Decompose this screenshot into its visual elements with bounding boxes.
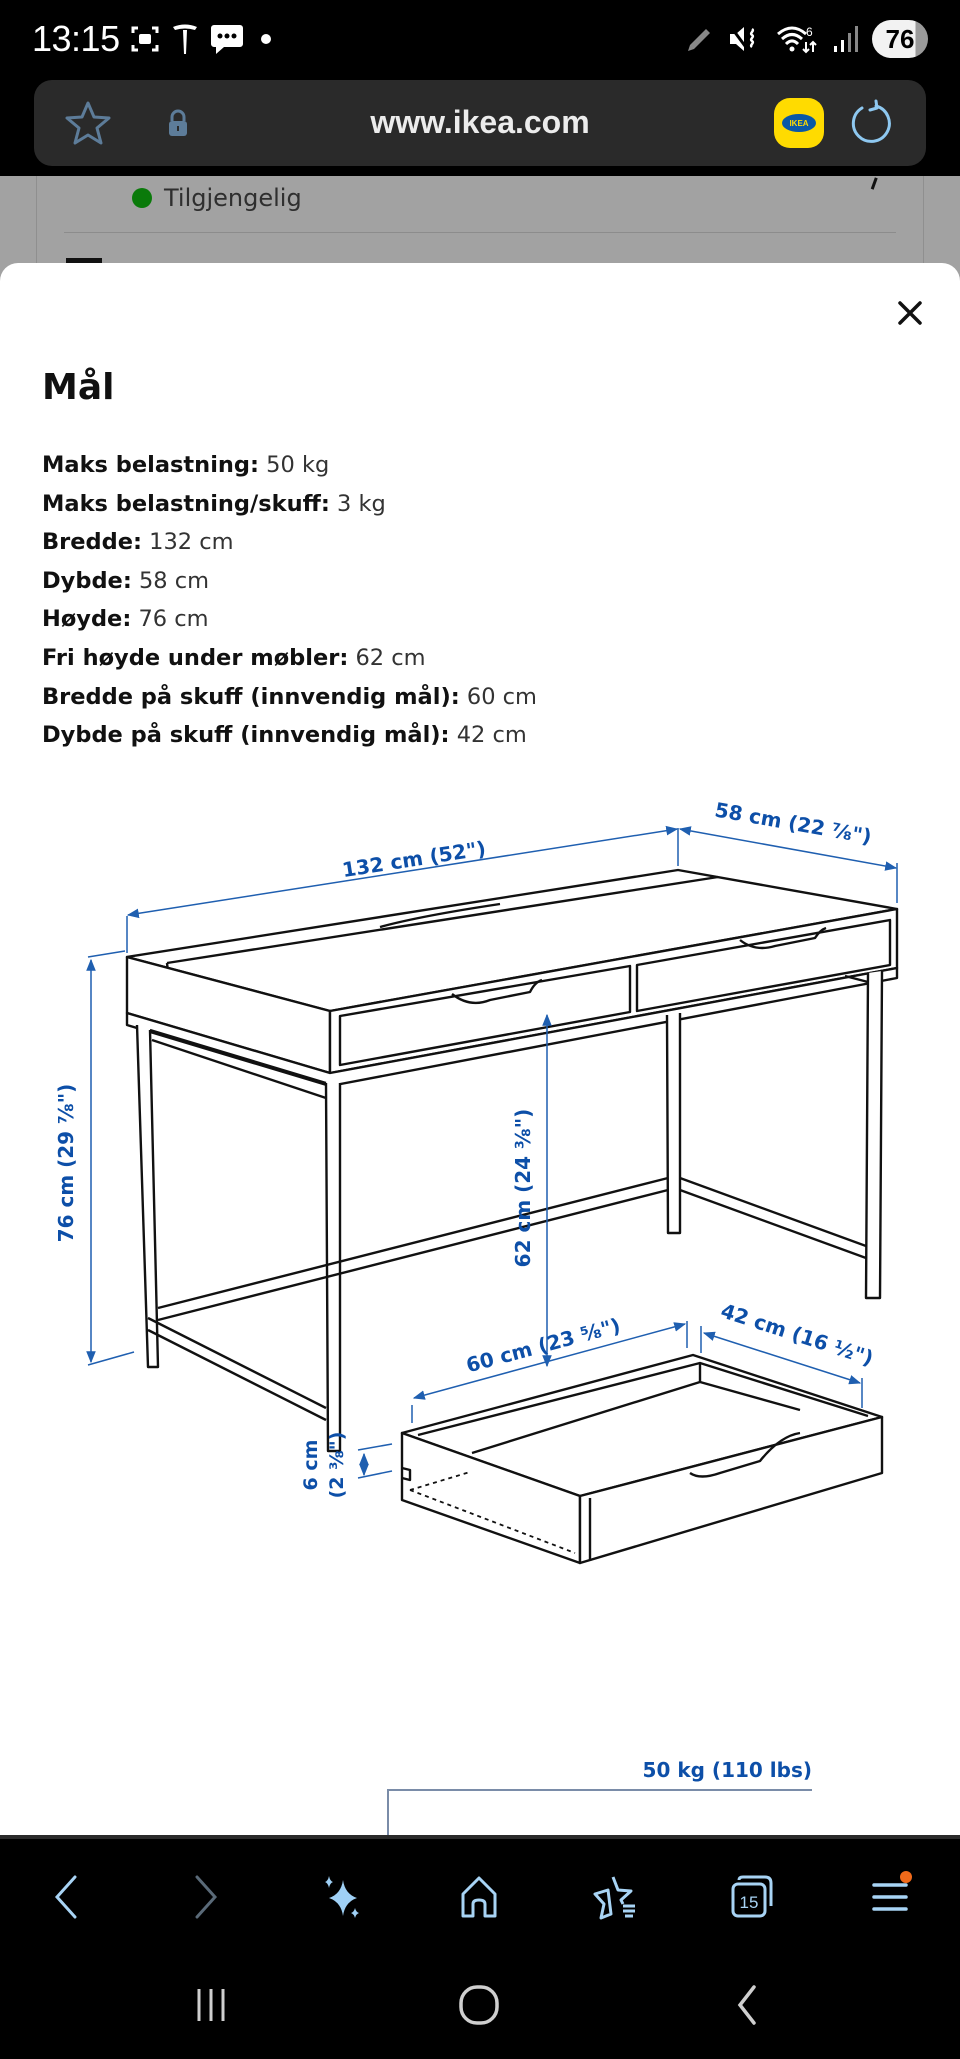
spec-value: 60 cm <box>459 683 537 710</box>
desk-clearance-label: 62 cm (24 ⅜") <box>511 1108 535 1268</box>
back-nav-button[interactable] <box>712 1975 782 2035</box>
system-icons <box>684 20 928 58</box>
status-time: 13:15 <box>32 18 120 59</box>
bookmarks-button[interactable] <box>586 1867 646 1927</box>
close-icon <box>897 300 923 326</box>
notification-dot <box>900 1871 912 1883</box>
battery-indicator: 76 <box>872 20 928 58</box>
home-nav-button[interactable] <box>444 1975 514 2035</box>
mute-vibrate-icon <box>728 24 762 54</box>
spec-label: Bredde: <box>42 529 142 556</box>
spec-item <box>42 639 537 678</box>
menu-icon <box>870 1877 910 1917</box>
back-button[interactable] <box>36 1867 96 1927</box>
home-circle-icon <box>457 1983 501 2027</box>
home-icon <box>458 1874 500 1920</box>
tabs-icon <box>729 1874 775 1920</box>
dimensions-sheet <box>0 263 960 1835</box>
dimension-drawing <box>0 768 960 1835</box>
android-navigation-bar <box>0 1947 960 2059</box>
url-bar[interactable] <box>34 80 926 166</box>
spec-label: Maks belastning/skuff: <box>42 490 330 517</box>
status-bar <box>0 0 960 78</box>
spec-value: 50 kg <box>259 452 330 478</box>
close-button[interactable] <box>890 293 930 333</box>
spec-label: Maks belastning: <box>42 452 260 478</box>
chat-bubble-icon <box>210 22 244 56</box>
reload-icon[interactable] <box>846 98 896 148</box>
menu-button[interactable] <box>860 1867 920 1927</box>
recents-button[interactable] <box>176 1975 246 2035</box>
drawer-depth-label: 42 cm (16 ½") <box>718 1298 877 1371</box>
spec-list <box>42 446 537 755</box>
tesla-icon <box>172 23 198 55</box>
forward-button[interactable] <box>176 1867 236 1927</box>
dot-icon <box>256 29 276 49</box>
spec-item <box>42 678 537 717</box>
notification-icons <box>130 22 276 56</box>
ai-assistant-button[interactable] <box>312 1867 372 1927</box>
svg-text:15: 15 <box>739 1893 759 1912</box>
load-diagram <box>388 1790 812 1835</box>
spec-item <box>42 600 537 639</box>
svg-text:6: 6 <box>806 25 813 39</box>
back-icon <box>51 1875 81 1919</box>
home-button[interactable] <box>449 1867 509 1927</box>
recents-icon <box>191 1985 231 2025</box>
sheet-title: Mål <box>42 367 115 408</box>
spec-value: 62 cm <box>348 644 426 671</box>
stock-status-text: Tilgjengelig <box>164 184 302 212</box>
max-load-label: 50 kg (110 lbs) <box>642 1758 812 1782</box>
spec-item <box>42 716 537 755</box>
url-text[interactable]: www.ikea.com <box>370 104 590 140</box>
ikea-logo: IKEA <box>782 114 816 132</box>
tabs-button[interactable] <box>722 1867 782 1927</box>
desk-depth-label: 58 cm (22 ⅞") <box>713 797 874 849</box>
back-chevron-icon <box>732 1983 762 2027</box>
spec-value: 76 cm <box>131 606 209 633</box>
spec-label: Høyde: <box>42 606 132 633</box>
spec-label: Dybde på skuff (innvendig mål): <box>42 722 450 749</box>
wifi-6-icon <box>776 24 818 54</box>
pen-icon <box>684 24 714 54</box>
drawer-height-in-label: (2 ⅜") <box>326 1431 348 1499</box>
spec-item <box>42 562 537 601</box>
forward-icon <box>191 1875 221 1919</box>
stock-status <box>132 184 302 212</box>
spec-value: 3 kg <box>329 490 386 517</box>
browser-toolbar <box>0 1835 960 1947</box>
bookmarks-icon <box>593 1874 639 1920</box>
spec-value: 58 cm <box>131 567 210 594</box>
drawer-illustration <box>402 1355 882 1563</box>
spec-item <box>42 523 537 562</box>
divider <box>64 232 896 233</box>
drawer-height-cm-label: 6 cm <box>300 1439 322 1491</box>
desk-height-label: 76 cm (29 ⅞") <box>54 1083 78 1243</box>
spec-value: 42 cm <box>449 722 527 749</box>
spec-label: Dybde: <box>42 567 132 594</box>
drawer-width-label: 60 cm (23 ⅝") <box>463 1313 623 1378</box>
spec-value: 132 cm <box>141 529 234 556</box>
desk-width-label: 132 cm (52") <box>340 836 488 883</box>
signal-icon <box>832 24 858 54</box>
spec-item <box>42 446 537 485</box>
site-app-badge[interactable] <box>774 98 824 148</box>
spec-item <box>42 485 537 524</box>
spec-label: Bredde på skuff (innvendig mål): <box>42 683 460 710</box>
stock-status-dot-icon <box>132 188 152 208</box>
spec-label: Fri høyde under møbler: <box>42 644 349 671</box>
screenshot-icon <box>130 24 160 54</box>
sparkle-icon <box>319 1874 365 1920</box>
